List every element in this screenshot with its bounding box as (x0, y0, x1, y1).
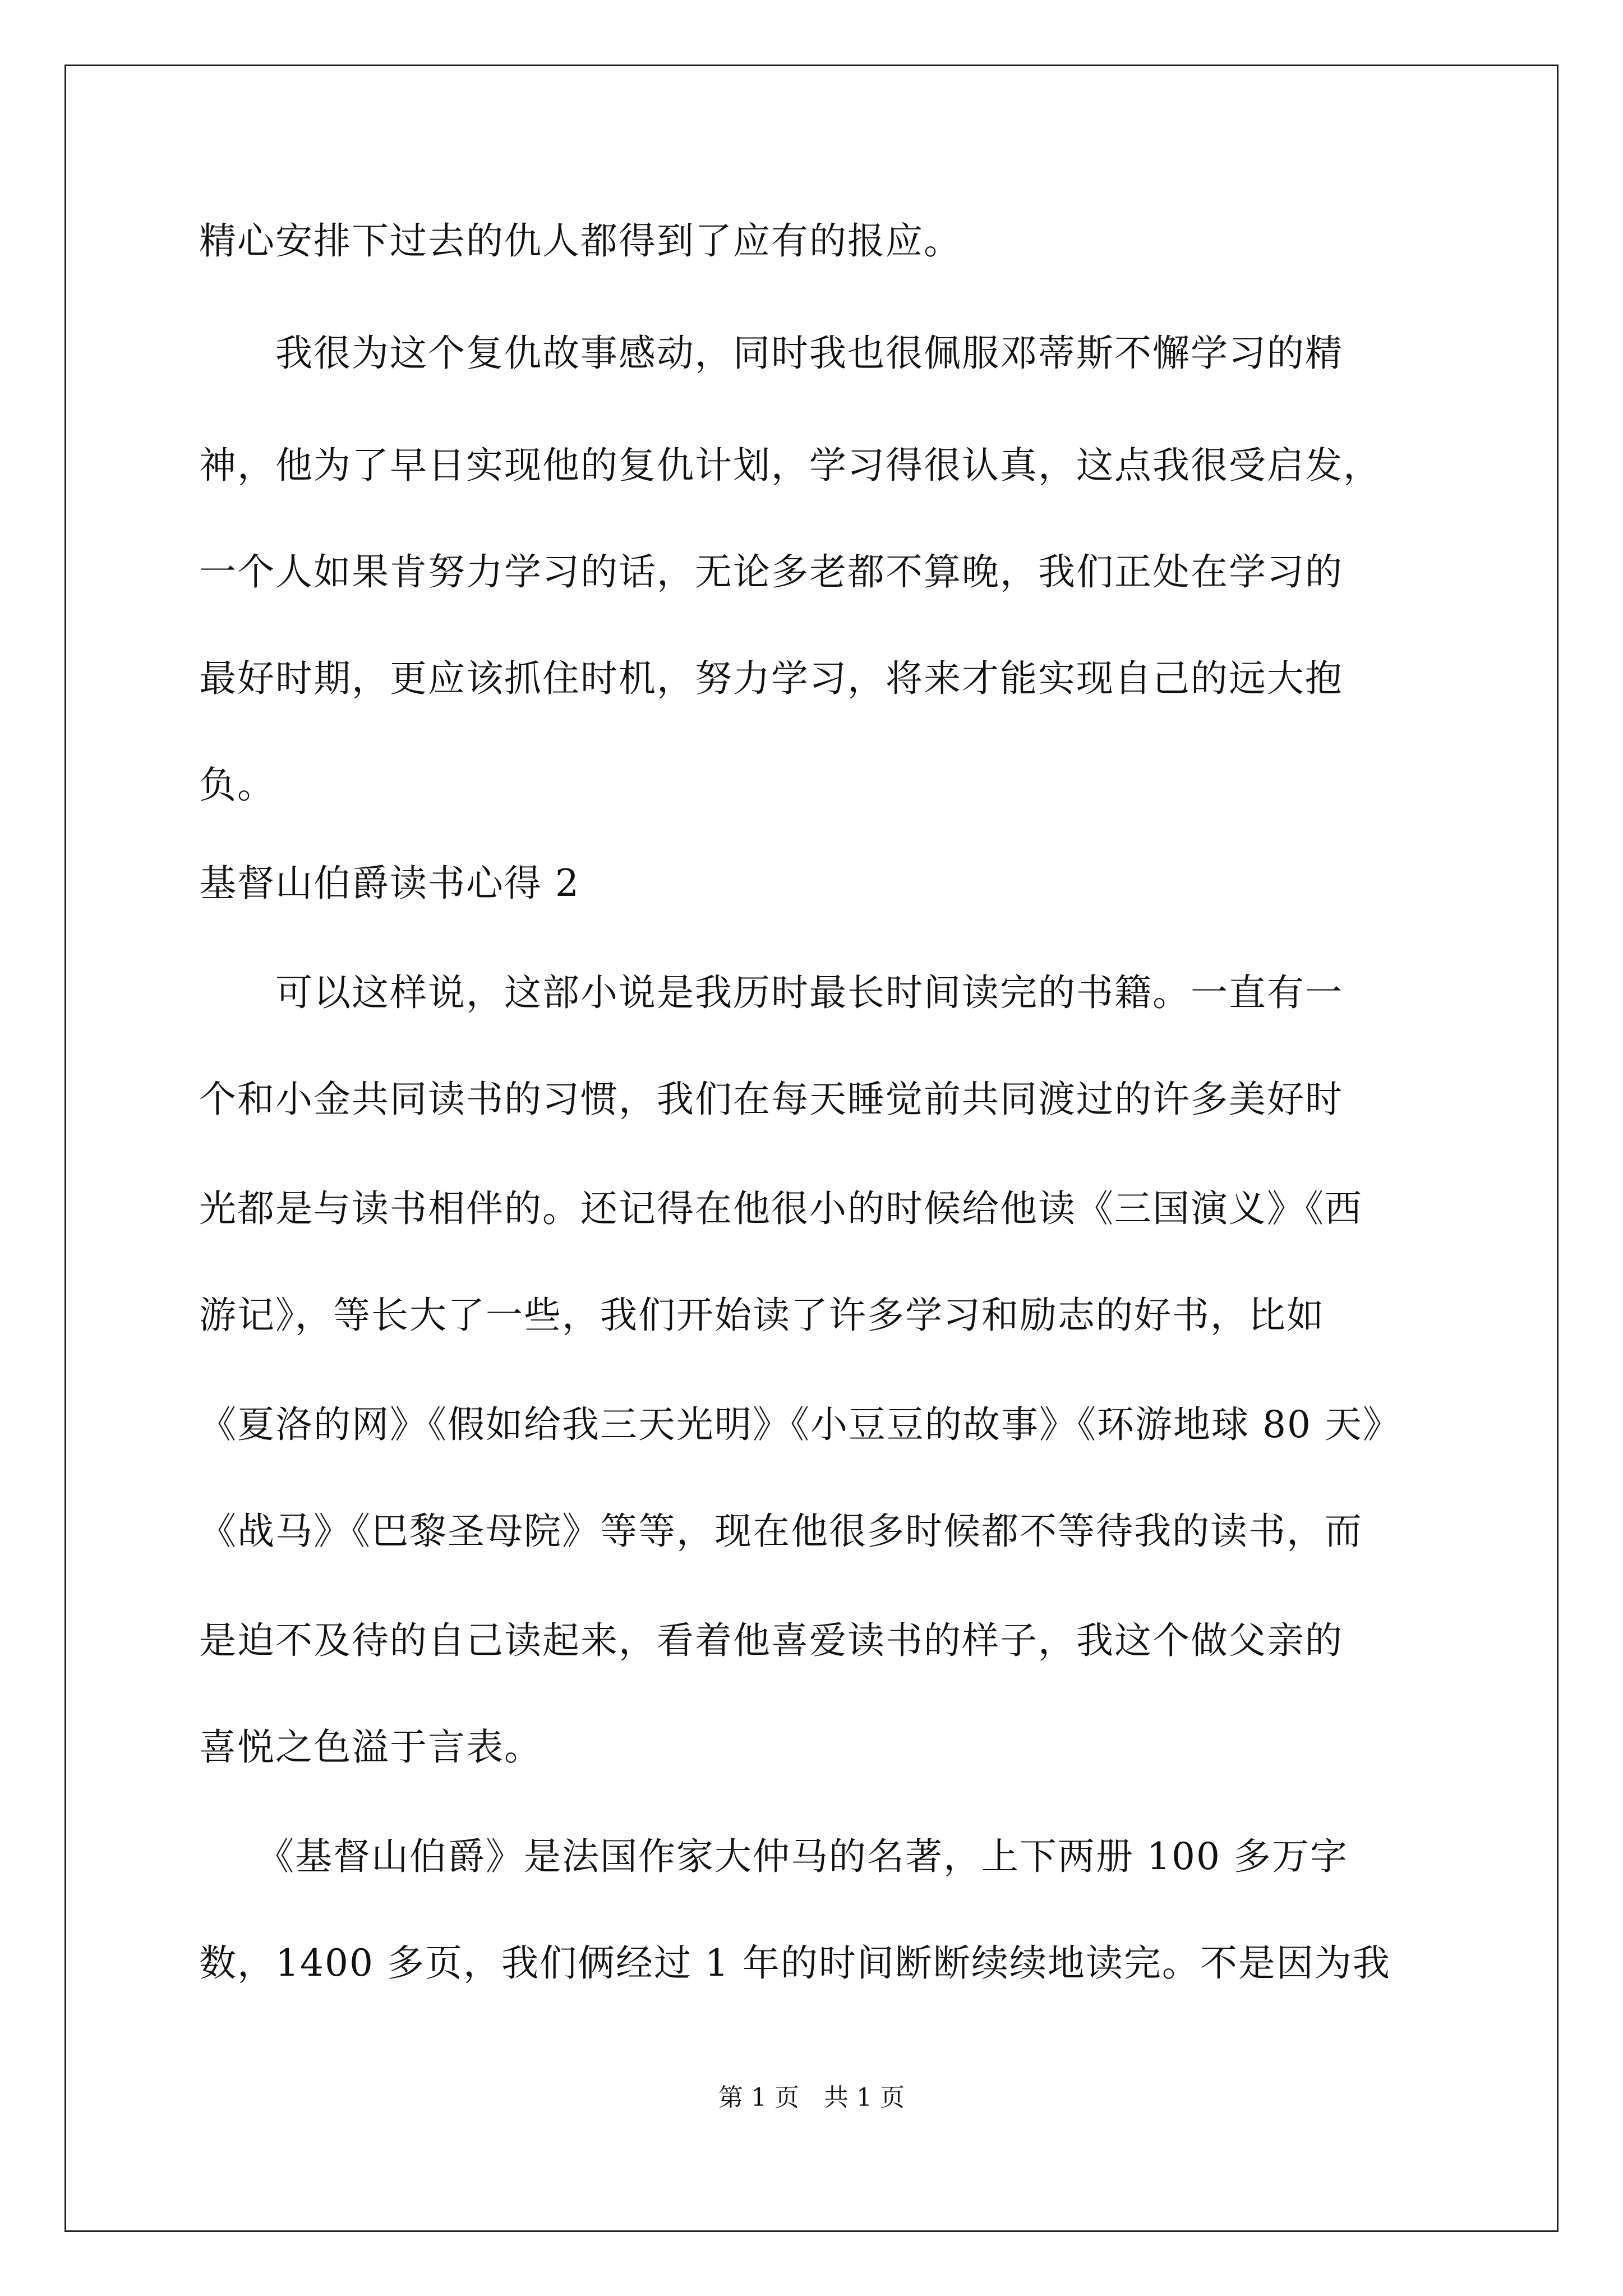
text-line-14: 是迫不及待的自己读起来，看着他喜爱读书的样子，我这个做父亲的 (199, 1619, 1343, 1662)
text-line-10: 光都是与读书相伴的。还记得在他很小的时候给他读《三国演义》《西 (199, 1187, 1363, 1230)
text-line-9: 个和小金共同读书的习惯，我们在每天睡觉前共同渡过的许多美好时 (199, 1078, 1343, 1121)
text-line-3: 神，他为了早日实现他的复仇计划，学习得很认真，这点我很受启发， (199, 444, 1381, 487)
text-line-1: 精心安排下过去的仇人都得到了应有的报应。 (199, 219, 962, 263)
text-line-8: 可以这样说，这部小说是我历时最长时间读完的书籍。一直有一 (199, 971, 1343, 1014)
text-line-5: 最好时期，更应该抓住时机，努力学习，将来才能实现自己的远大抱 (199, 657, 1343, 700)
section-heading: 基督山伯爵读书心得 2 (199, 862, 580, 905)
text-line-4: 一个人如果肯努力学习的话，无论多老都不算晚，我们正处在学习的 (199, 550, 1343, 593)
text-line-2: 我很为这个复仇故事感动，同时我也很佩服邓蒂斯不懈学习的精 (199, 332, 1343, 375)
page-footer: 第 1 页 共 1 页 (718, 2083, 905, 2112)
text-line-11: 游记》，等长大了一些，我们开始读了许多学习和励志的好书，比如 (199, 1294, 1325, 1337)
text-line-16: 《基督山伯爵》是法国作家大仲马的名著，上下两册 100 多万字 (199, 1835, 1348, 1878)
text-line-13: 《战马》《巴黎圣母院》等等，现在他很多时候都不等待我的读书，而 (199, 1510, 1363, 1553)
page-border (64, 65, 1559, 2232)
text-line-6: 负。 (199, 763, 275, 807)
text-line-12: 《夏洛的网》《假如给我三天光明》《小豆豆的故事》《环游地球 80 天》 (199, 1403, 1401, 1446)
text-line-15: 喜悦之色溢于言表。 (199, 1726, 542, 1769)
text-line-17: 数，1400 多页，我们俩经过 1 年的时间断断续续地读完。不是因为我 (199, 1941, 1391, 1985)
